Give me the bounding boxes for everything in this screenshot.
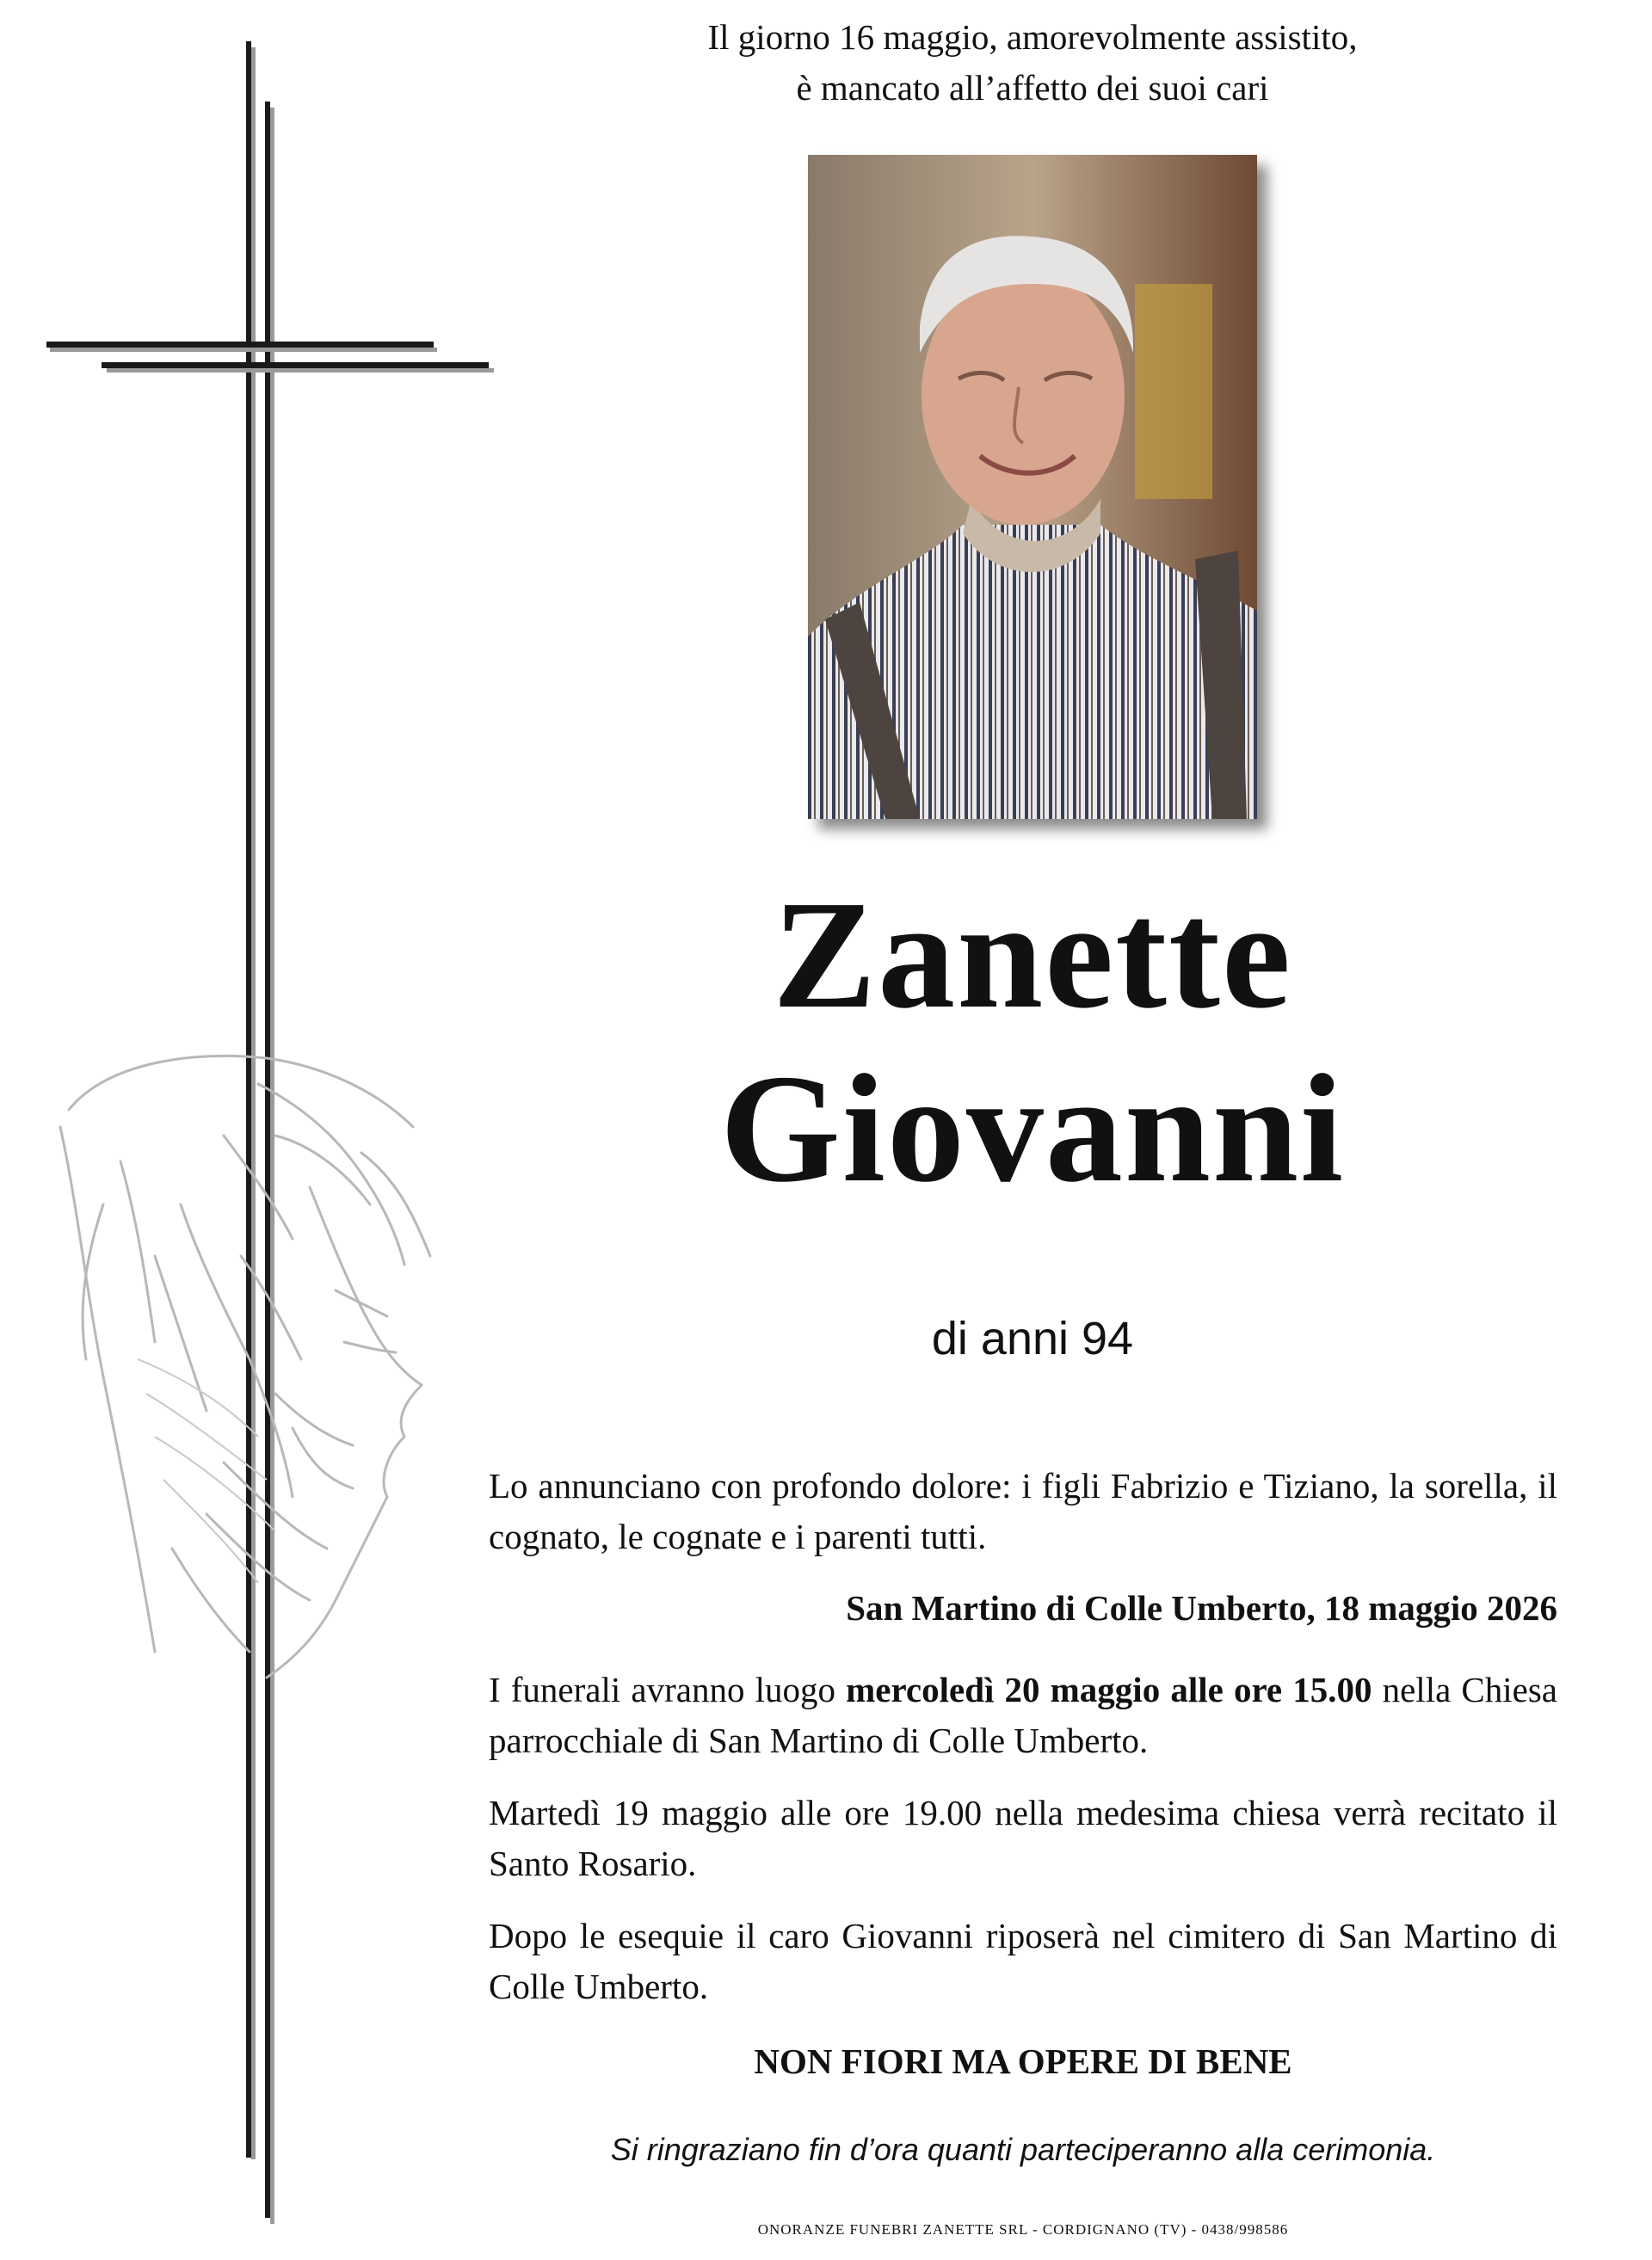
- given-name: Giovanni: [719, 1043, 1346, 1214]
- intro-line-1: Il giorno 16 maggio, amorevolmente assistito,: [707, 17, 1358, 57]
- place-date: San Martino di Colle Umberto, 18 maggio 2026: [846, 1588, 1557, 1628]
- intro-text: [602, 12, 1463, 114]
- burial-text: Dopo le esequie il caro Giovanni riposerà nel cimitero di San Martino di Colle Umberto.: [489, 1916, 1557, 2007]
- christ-sketch-icon: [52, 1032, 447, 1686]
- announcement-text: Lo annunciano con profondo dolore: i figli Fabrizio e Tiziano, la sorella, il cognato, le cognate e i parenti tutti.: [489, 1466, 1557, 1557]
- funeral-text-after: nella Chiesa parrocchiale di San Martino di Colle Umberto.: [489, 1670, 1558, 1761]
- intro-line-2: è mancato all’affetto dei suoi cari: [796, 68, 1269, 108]
- thanks-text: Si ringraziano fin d’ora quanti parteciperanno alla cerimonia.: [610, 2132, 1436, 2167]
- funeral-text-before: I funerali avranno luogo: [489, 1670, 847, 1709]
- funeral-home-footer: ONORANZE FUNEBRI ZANETTE SRL - CORDIGNANO (TV) - 0438/998586: [757, 2221, 1289, 2238]
- funeral-text: [489, 1665, 1557, 1767]
- surname: Zanette: [773, 869, 1292, 1040]
- portrait-photo: [808, 155, 1257, 819]
- no-flowers-notice: NON FIORI MA OPERE DI BENE: [754, 2041, 1292, 2081]
- age-text: di anni 94: [931, 1313, 1134, 1364]
- funeral-datetime: mercoledì 20 maggio alle ore 15.00: [846, 1670, 1372, 1709]
- rosary-text: Martedì 19 maggio alle ore 19.00 nella medesima chiesa verrà recitato il Santo Rosario.: [489, 1793, 1557, 1884]
